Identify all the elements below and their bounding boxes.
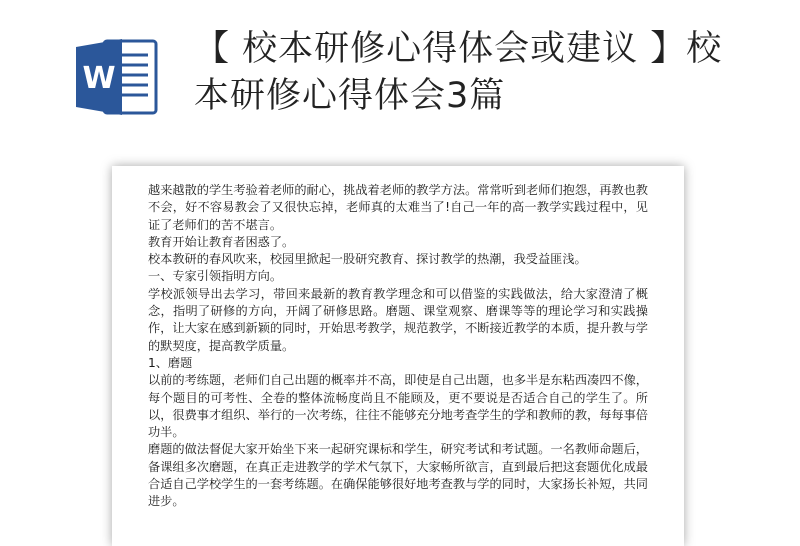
word-icon-letter: W xyxy=(82,61,116,96)
section-heading-1: 一、专家引领指明方向。 xyxy=(148,269,283,284)
subsection-heading-1: 1、磨题 xyxy=(148,355,193,370)
paragraph-4: 学校派领导出去学习，带回来最新的教育教学理念和可以借鉴的实践做法，给大家澄清了概念，指明了研修的方向，开阔了研修思路。磨题、课堂观察、磨课等等的理论学习和实践操作，让大家在感到新颖的同时，开始思考教学，规范教学，不断接近教学的本质，提升教与学的默契度，提高教学质量。 xyxy=(148,286,648,353)
document-body xyxy=(148,182,648,511)
paragraph-5: 以前的考练题，老师们自己出题的概率并不高，即使是自己出题，也多半是东粘西凑四不像，每个题目的可考性、全卷的整体流畅度尚且不能顾及，更不要说是否适合自己的学生了。所以，很费事才组织、举行的一次考练，往往不能够充分地考查学生的学和教师的教，每每事倍功半。 xyxy=(148,373,648,440)
page-title xyxy=(194,26,754,120)
paragraph-2: 教育开始让教育者困惑了。 xyxy=(148,234,295,249)
paragraph-1: 越来越散的学生考验着老师的耐心，挑战着老师的教学方法。常常听到老师们抱怨，再教也教不会，好不容易教会了又很快忘掉，老师真的太难当了!自己一年的高一教学实践过程中，见证了老师们的苦不堪言。 xyxy=(148,183,648,232)
paragraph-6: 磨题的做法督促大家开始坐下来一起研究课标和学生，研究考试和考试题。一名教师命题后，备课组多次磨题，在真正走进教学的学术气氛下，大家畅所欲言，直到最后把这套题优化成最合适自己学校学生的一套考练题。在确保能够很好地考查教与学的同时，大家扬长补短，共同进步。 xyxy=(148,442,648,509)
paragraph-3: 校本教研的春风吹来，校园里掀起一股研究教育、探讨教学的热潮，我受益匪浅。 xyxy=(148,252,587,267)
title-line-2: 本研修心得体会3篇 xyxy=(194,76,506,116)
word-document-icon xyxy=(74,37,162,117)
title-line-1: 【 校本研修心得体会或建议 】校 xyxy=(194,29,723,69)
